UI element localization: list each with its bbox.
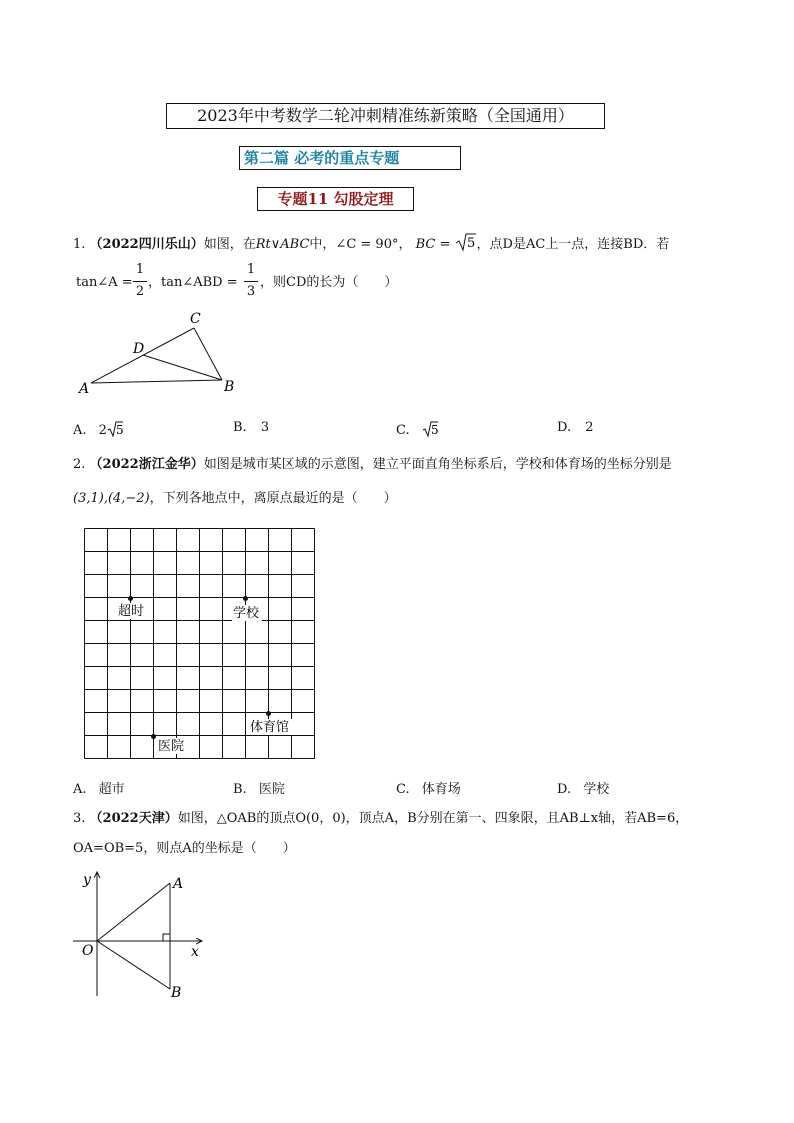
topic-heading: 专题11 勾股定理 [257,187,414,211]
q1-source: （2022四川乐山） [89,237,204,252]
svg-text:x: x [191,944,199,960]
sqrt-5-icon [455,232,477,252]
q3-line1: 3. （2022天津）如图，△OAB的顶点O(0，0)，顶点A，B分别在第一、四象限，且AB⊥x轴，若AB=6， [73,811,689,826]
q1-option-d[interactable]: D. 2 [557,420,594,435]
q1-triangle-figure [76,305,246,400]
q3-line2: OA=OB=5，则点A的坐标是（ ） [73,841,296,856]
q3-coordinate-figure [70,866,210,1001]
sqrt-icon [422,420,438,438]
q2-source: （2022浙江金华） [89,457,204,472]
label-A: A [79,381,90,397]
q2-option-c[interactable]: C. 体育场 [396,782,461,797]
q2-line2: (3,1),(4,−2)，下列各地点中，离原点最近的是（ ） [73,491,397,506]
svg-text:5: 5 [115,423,123,437]
label-B: B [224,379,235,395]
school-label: 学校 [233,606,260,621]
q2-grid-map [84,528,318,762]
supermarket-label: 超时 [118,604,145,619]
q2-option-b[interactable]: B. 医院 [233,782,285,797]
gym-label: 体育馆 [250,720,290,735]
q1-option-b[interactable]: B. 3 [233,420,270,435]
q1-number: 1. [73,237,86,252]
q2-line1: 2. （2022浙江金华）如图是城市某区域的示意图，建立平面直角坐标系后，学校和体育场的坐标分别是 [73,457,672,472]
document-title: 2023年中考数学二轮冲刺精准练新策略（全国通用） [166,103,605,129]
svg-text:O: O [82,943,94,959]
part-heading: 第二篇 必考的重点专题 [239,146,461,170]
svg-text:5: 5 [430,423,438,437]
school-point [243,596,248,601]
q1-option-c[interactable]: C. 5 [396,420,438,438]
label-C: C [190,311,201,327]
q1-line1: 1. （2022四川乐山）如图，在Rt∨ABC中，∠C = 90°， BC = 5 ，点D是AC上一点，连接BD．若 [73,232,669,254]
sqrt-icon [107,420,123,438]
svg-text:5: 5 [466,236,475,251]
svg-text:B: B [171,985,182,1001]
q1-option-a[interactable]: A. 2 5 [73,420,123,438]
svg-text:y: y [83,872,91,888]
svg-text:A: A [173,876,184,892]
hospital-point [151,734,156,739]
label-D: D [133,341,145,357]
supermarket-point [128,596,133,601]
q2-option-a[interactable]: A. 超市 [73,782,125,797]
gym-point [266,711,271,716]
q3-source: （2022天津） [89,811,178,826]
q2-option-d[interactable]: D. 学校 [557,782,610,797]
hospital-label: 医院 [158,739,185,754]
